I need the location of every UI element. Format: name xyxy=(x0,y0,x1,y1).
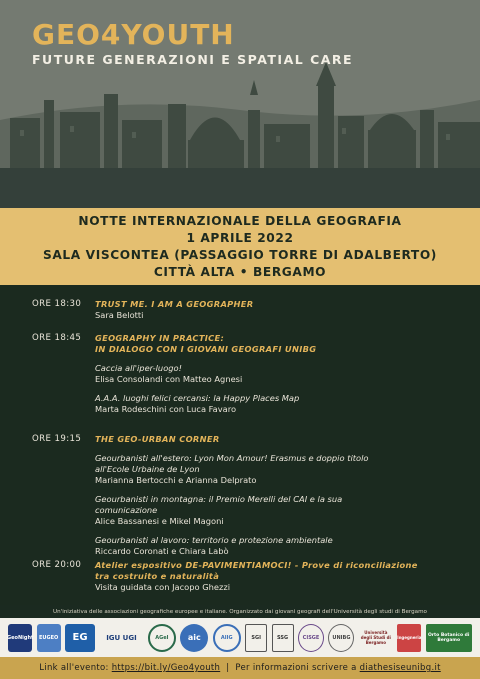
event-location: CITTÀ ALTA • BERGAMO xyxy=(153,264,327,279)
program-time: ORE 20:00 xyxy=(32,560,82,570)
talk-title: Caccia all'iper-luogo! xyxy=(95,363,182,373)
igu-ugi-logo[interactable]: IGU UGI xyxy=(106,633,137,642)
program-time: ORE 19:15 xyxy=(32,434,82,444)
talk-speaker: Alice Bassanesi e Mikel Magoni xyxy=(95,516,224,526)
event-name: NOTTE INTERNAZIONALE DELLA GEOGRAFIA xyxy=(78,213,402,228)
hero-image xyxy=(0,0,480,208)
program-title: Atelier espositivo DE-PAVIMENTIAMOCI! - Prove di riconciliazione xyxy=(95,560,418,570)
program-section xyxy=(0,285,480,605)
event-link[interactable]: https://bit.ly/Geo4youth xyxy=(111,663,221,673)
aiig-logo[interactable]: AIIG xyxy=(213,624,241,652)
program-speaker: Visita guidata con Jacopo Ghezzi xyxy=(95,582,231,592)
talk-speaker: Elisa Consolandi con Matteo Agnesi xyxy=(95,374,243,384)
program-speaker: Sara Belotti xyxy=(95,310,144,320)
talk-title: Geourbanisti al lavoro: territorio e protezione ambientale xyxy=(95,535,333,545)
program-title: IN DIALOGO CON I GIOVANI GEOGRAFI UNIBG xyxy=(95,344,317,354)
organizer-credit: Un'iniziativa delle associazioni geografiche europee e italiane. Organizzato dai giovani geografi dell'Università degli studi di Bergamo xyxy=(53,609,427,615)
info-label: Per informazioni scrivere a xyxy=(235,663,357,673)
sgi-logo[interactable]: SGI xyxy=(245,624,267,652)
unibg-seal-logo[interactable]: UNIBG xyxy=(328,624,354,652)
talk-speaker: Marianna Bertocchi e Arianna Delprato xyxy=(95,475,257,485)
footer-separator: | xyxy=(226,663,230,673)
footer-bar xyxy=(0,657,480,679)
page-subtitle: FUTURE GENERAZIONI E SPATIAL CARE xyxy=(32,52,354,67)
program-time: ORE 18:45 xyxy=(32,333,82,343)
program-time: ORE 18:30 xyxy=(32,299,82,309)
program-title: TRUST ME. I AM A GEOGRAPHER xyxy=(95,299,254,309)
talk-title: comunicazione xyxy=(95,505,158,515)
eugeo-logo[interactable]: EUGEO xyxy=(37,624,61,652)
event-venue: SALA VISCONTEA (PASSAGGIO TORRE DI ADALBERTO) xyxy=(43,247,437,262)
talk-title: all'Ecole Urbaine de Lyon xyxy=(95,464,200,474)
agei-logo[interactable]: AGeI xyxy=(148,624,176,652)
talk-speaker: Marta Rodeschini con Luca Favaro xyxy=(95,404,237,414)
talk-title: Geourbanisti all'estero: Lyon Mon Amour! Erasmus e doppio titolo xyxy=(95,453,369,463)
program-title: GEOGRAPHY IN PRACTICE: xyxy=(95,333,225,343)
ssg-logo[interactable]: SSG xyxy=(272,624,294,652)
info-email-link[interactable]: diathesiseunibg.it xyxy=(359,663,441,673)
unibg-name-logo[interactable]: Università degli Studi di Bergamo xyxy=(360,630,391,645)
event-info-band xyxy=(0,208,480,285)
partner-logos xyxy=(0,618,480,657)
event-link-label: Link all'evento: xyxy=(39,663,109,673)
page-title: GEO4YOUTH xyxy=(32,18,235,51)
program-title: tra costruito e naturalità xyxy=(95,571,220,581)
program-title: THE GEO-URBAN CORNER xyxy=(95,434,220,444)
talk-speaker: Riccardo Coronati e Chiara Labò xyxy=(95,546,229,556)
event-date: 1 APRILE 2022 xyxy=(186,230,294,245)
eg-logo[interactable]: EG xyxy=(65,624,95,652)
geonight-logo[interactable]: GeoNight xyxy=(8,624,32,652)
orto-botanico-logo[interactable]: Orto Botanico di Bergamo xyxy=(426,624,472,652)
ingegneria-logo[interactable]: Ingegneria xyxy=(397,624,421,652)
talk-title: Geourbanisti in montagna: il Premio Merelli del CAI e la sua xyxy=(95,494,343,504)
cisge-logo[interactable]: CISGE xyxy=(298,624,324,652)
aic-logo[interactable]: aic xyxy=(180,624,208,652)
talk-title: A.A.A. luoghi felici cercansi: la Happy Places Map xyxy=(95,393,300,403)
